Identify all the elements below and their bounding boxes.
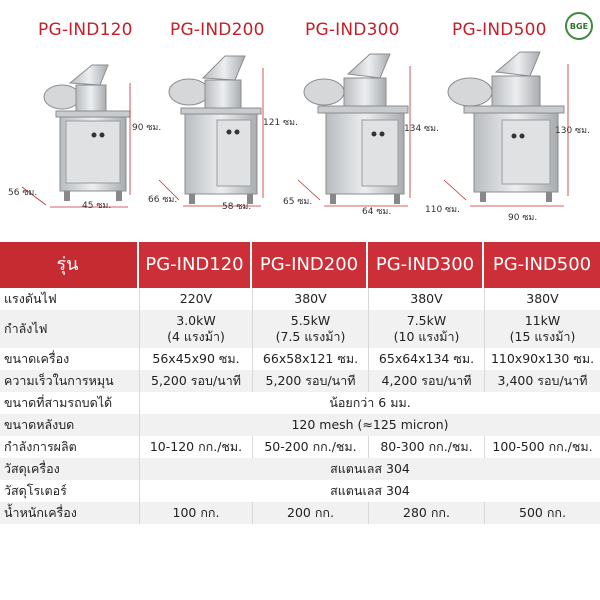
table-cell: 56x45x90 ซม. bbox=[139, 348, 252, 370]
table-cell: 380V bbox=[484, 288, 600, 310]
table-cell: สแตนเลส 304 bbox=[139, 458, 600, 480]
product-title-ind200: PG-IND200 bbox=[170, 20, 265, 40]
table-cell: 5,200 รอบ/นาที bbox=[139, 370, 252, 392]
table-cell: 50-200 กก./ชม. bbox=[252, 436, 368, 458]
row-label: ขนาดที่สามรถบดได้ bbox=[4, 395, 113, 411]
dim-width-ind120: 45 ซม. bbox=[82, 201, 112, 211]
table-cell: 5,200 รอบ/นาที bbox=[252, 370, 368, 392]
table-cell: น้อยกว่า 6 มม. bbox=[139, 392, 600, 414]
row-label: ขนาดเครื่อง bbox=[4, 351, 70, 367]
table-cell: 500 กก. bbox=[484, 502, 600, 524]
table-header-row bbox=[0, 242, 600, 288]
header-pg-ind300: PG-IND300 bbox=[368, 242, 484, 288]
row-label: ขนาดหลังบด bbox=[4, 417, 75, 433]
table-cell: 100 กก. bbox=[139, 502, 252, 524]
table-cell: สแตนเลส 304 bbox=[139, 480, 600, 502]
table-cell: 110x90x130 ซม. bbox=[484, 348, 600, 370]
table-row-feed-size bbox=[0, 392, 600, 414]
product-title-ind500: PG-IND500 bbox=[452, 20, 547, 40]
row-label: วัสดุเครื่อง bbox=[4, 461, 60, 477]
table-cell: 220V bbox=[139, 288, 252, 310]
dim-height-ind120: 90 ซม. bbox=[132, 123, 162, 133]
table-cell: 3,400 รอบ/นาที bbox=[484, 370, 600, 392]
table-cell: 80-300 กก./ชม. bbox=[368, 436, 484, 458]
header-model-label: รุ่น bbox=[0, 242, 139, 288]
product-lineup bbox=[0, 0, 600, 238]
table-cell: 200 กก. bbox=[252, 502, 368, 524]
dim-depth-ind300: 65 ซม. bbox=[283, 197, 313, 207]
table-row-power bbox=[0, 310, 600, 348]
table-cell: 11kW (15 แรงม้า) bbox=[484, 310, 600, 348]
table-cell: 100-500 กก./ชม. bbox=[484, 436, 600, 458]
dim-height-ind200: 121 ซม. bbox=[263, 118, 298, 128]
table-row-rotor-material bbox=[0, 480, 600, 502]
table-cell: 5.5kW (7.5 แรงม้า) bbox=[252, 310, 368, 348]
dim-depth-ind120: 56 ซม. bbox=[8, 188, 38, 198]
table-row-size bbox=[0, 348, 600, 370]
table-cell: 3.0kW (4 แรงม้า) bbox=[139, 310, 252, 348]
product-title-ind300: PG-IND300 bbox=[305, 20, 400, 40]
header-pg-ind120: PG-IND120 bbox=[139, 242, 252, 288]
product-title-ind120: PG-IND120 bbox=[38, 20, 133, 40]
row-label: กำลังไฟ bbox=[4, 321, 48, 337]
table-cell: 380V bbox=[368, 288, 484, 310]
table-row-mesh bbox=[0, 414, 600, 436]
row-label: แรงดันไฟ bbox=[4, 291, 57, 307]
table-cell: 66x58x121 ซม. bbox=[252, 348, 368, 370]
table-cell: 10-120 กก./ชม. bbox=[139, 436, 252, 458]
table-cell: 65x64x134 ซม. bbox=[368, 348, 484, 370]
dim-height-ind300: 134 ซม. bbox=[404, 124, 439, 134]
row-label: วัสดุโรเตอร์ bbox=[4, 483, 67, 499]
dim-width-ind500: 90 ซม. bbox=[508, 213, 538, 223]
dim-width-ind300: 64 ซม. bbox=[362, 207, 392, 217]
table-row-capacity bbox=[0, 436, 600, 458]
row-label: ความเร็วในการหมุน bbox=[4, 373, 114, 389]
dim-depth-ind500: 110 ซม. bbox=[425, 205, 460, 215]
dim-width-ind200: 58 ซม. bbox=[222, 202, 252, 212]
table-cell: 4,200 รอบ/นาที bbox=[368, 370, 484, 392]
table-cell: 120 mesh (≈125 micron) bbox=[139, 414, 600, 436]
dim-height-ind500: 130 ซม. bbox=[555, 126, 590, 136]
table-cell: 280 กก. bbox=[368, 502, 484, 524]
machine-image-ind200 bbox=[155, 48, 285, 213]
table-row-speed bbox=[0, 370, 600, 392]
table-row-body-material bbox=[0, 458, 600, 480]
dim-depth-ind200: 66 ซม. bbox=[148, 195, 178, 205]
row-label: น้ำหนักเครื่อง bbox=[4, 505, 77, 521]
spec-table bbox=[0, 242, 600, 524]
header-pg-ind500: PG-IND500 bbox=[484, 242, 600, 288]
brand-logo: BGE bbox=[565, 12, 593, 40]
table-row-weight bbox=[0, 502, 600, 524]
table-cell: 7.5kW (10 แรงม้า) bbox=[368, 310, 484, 348]
table-row-voltage bbox=[0, 288, 600, 310]
header-pg-ind200: PG-IND200 bbox=[252, 242, 368, 288]
machine-image-ind120 bbox=[20, 55, 150, 215]
row-label: กำลังการผลิต bbox=[4, 439, 77, 455]
table-cell: 380V bbox=[252, 288, 368, 310]
